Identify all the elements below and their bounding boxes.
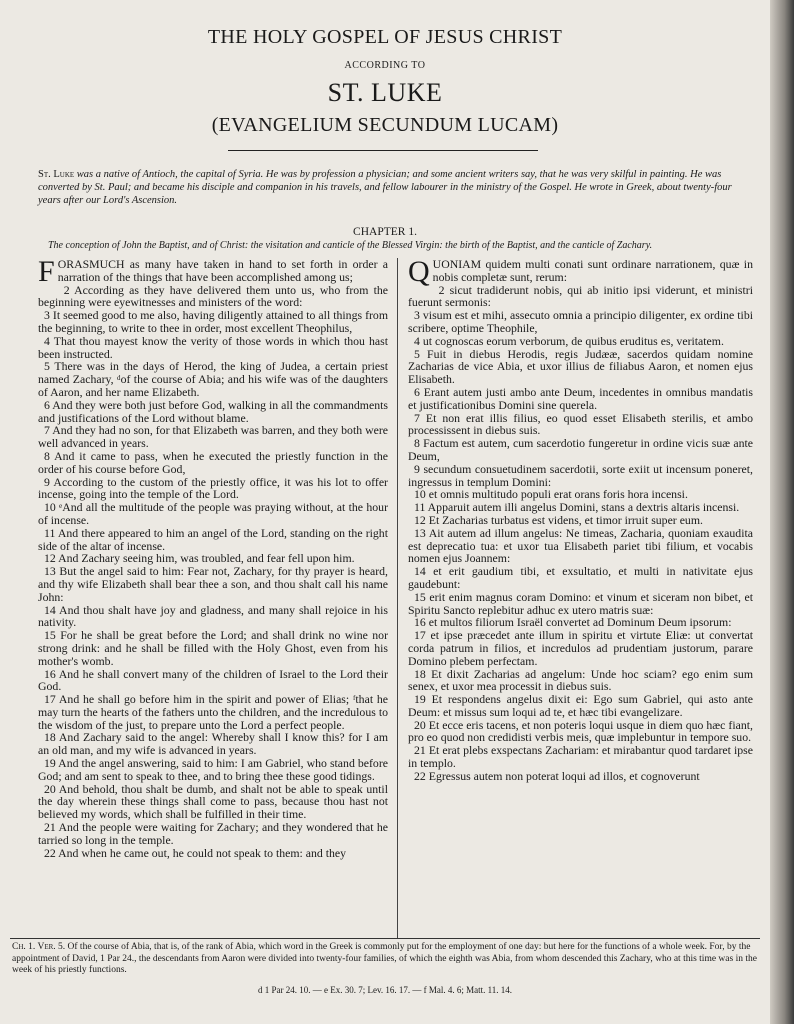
- intro-lead: St. Luke: [38, 169, 75, 180]
- latin-verse: 11 Apparuit autem illi angelus Domini, stans a dextris altaris incensi.: [414, 500, 740, 515]
- latin-verse: 6 Erant autem justi ambo ante Deum, incedentes in omnibus mandatis et justificationibus Domini sine querela.: [408, 384, 753, 412]
- according-to: ACCORDING TO: [344, 60, 426, 71]
- english-verse: 4 That thou mayest know the verity of those words in which thou hast been instructed.: [38, 333, 388, 361]
- english-verse: 3 It seemed good to me also, having diligently attained to all things from the beginning, to write to thee in order, most excellent Theophilus,: [38, 308, 388, 335]
- english-column: [38, 255, 388, 860]
- english-verse: 15 For he shall be great before the Lord; and shall drink no wine nor strong drink: and he shall be filled with the Holy Ghost, even from his mother's womb.: [38, 628, 388, 668]
- english-verse: 9 According to the custom of the priestly office, it was his lot to offer incense, going into the temple of the Lord.: [38, 474, 388, 502]
- latin-verse: 5 Fuit in diebus Herodis, regis Judææ, sacerdos quidam nomine Zacharias de vice Abia, et uxor illius de filiabus Aaron, et nomen ejus Elisabeth.: [408, 346, 753, 387]
- english-verse: 16 And he shall convert many of the children of Israel to the Lord their God.: [38, 666, 388, 694]
- footnote-rule: [10, 938, 760, 939]
- english-verse: 8 And it came to pass, when he executed the priestly function in the order of his course before God,: [38, 448, 388, 476]
- latin-verse: 2 sicut tradiderunt nobis, qui ab initio ipsi viderunt, et ministri fuerunt sermonis:: [408, 282, 753, 310]
- column-divider: [397, 258, 398, 938]
- english-verse: 14 And thou shalt have joy and gladness, and many shall rejoice in his nativity.: [38, 602, 388, 630]
- latin-verse: 10 et omnis multitudo populi erat orans foris hora incensi.: [414, 487, 688, 502]
- latin-verse: 7 Et non erat illis filius, eo quod esset Elisabeth sterilis, et ambo processissent in diebus suis.: [408, 410, 753, 438]
- footnote-text: Of the course of Abia, that is, of the rank of Abia, which word in the Greek is commonly put for the employment of one day: but here for the functions of a whole week. For, by the appointment of David, 1 Par 24., the descendants from Aaron were divided into twenty-four families, of which the eighth was Abia, from whom descended this Zachary, who at this time was in the week of his priestly functions.: [12, 942, 757, 975]
- title-rule: [228, 150, 538, 151]
- english-verse: 11 And there appeared to him an angel of the Lord, standing on the right side of the altar of incense.: [38, 525, 388, 553]
- intro-text: was a native of Antioch, the capital of Syria. He was by profession a physician; and some ancient writers say, that he was very skilful in painting. He was converted by St. Paul; and became his disciple and companion in his travels, and fellow labourer in the ministry of the Gospel. He wrote in Greek, about twenty-four years after our Lord's Ascension.: [38, 169, 732, 206]
- latin-column: [408, 255, 753, 783]
- footnote-label: Ch. 1. Ver. 5.: [12, 942, 66, 952]
- english-verse: 22 And when he came out, he could not speak to them: and they: [44, 845, 347, 860]
- latin-verse: 4 ut cognoscas eorum verborum, de quibus eruditus es, veritatem.: [414, 333, 724, 348]
- latin-verse-1: QUONIAM quidem multi conati sunt ordinare narrationem, quæ in nobis completæ sunt, rerum:: [408, 255, 753, 288]
- latin-verse: 19 Et respondens angelus dixit ei: Ego sum Gabriel, qui asto ante Deum: et missus sum loqui ad te, et hæc tibi evangelizare.: [408, 692, 753, 719]
- english-verse: 13 But the angel said to him: Fear not, Zachary, for thy prayer is heard, and thy wife Elizabeth shall bear thee a son, and thou shalt call his name John:: [38, 564, 388, 604]
- english-dropcap: F: [38, 255, 55, 288]
- english-verse: 12 And Zachary seeing him, was troubled, and fear fell upon him.: [44, 551, 355, 566]
- english-verse: 20 And behold, thou shalt be dumb, and shalt not be able to speak until the day wherein these things shall come to pass, because thou hast not believed my words, which shall be fulfilled in their time.: [38, 781, 388, 822]
- latin-verse: 9 secundum consuetudinem sacerdotii, sorte exiit ut incensum poneret, ingressus in templum Domini:: [408, 461, 753, 489]
- latin-verse: 22 Egressus autem non poterat loqui ad illos, et cognoverunt: [414, 768, 700, 783]
- english-verse-1: FORASMUCH as many have taken in hand to set forth in order a narration of the things that have been accomplished among us;: [38, 255, 388, 288]
- english-verse: 21 And the people were waiting for Zachary; and they wondered that he tarried so long in the temple.: [38, 820, 388, 847]
- latin-verse: 20 Et ecce eris tacens, et non poteris loqui usque in diem quo hæc fiant, pro eo quod non credidisti verbis meis, quæ implebuntur in tempore suo.: [408, 717, 753, 745]
- latin-verse: 12 Et Zacharias turbatus est videns, et timor irruit super eum.: [414, 512, 703, 527]
- latin-verses: [408, 284, 753, 783]
- english-verse: 7 And they had no son, for that Elizabeth was barren, and they both were well advanced in years.: [38, 423, 388, 451]
- english-verse: 2 According as they have delivered them unto us, who from the beginning were eyewitnesses and ministers of the word:: [38, 282, 388, 310]
- footnote: [12, 942, 760, 977]
- english-verse: 10 ᵉAnd all the multitude of the people was praying without, at the hour of incense.: [38, 500, 388, 527]
- english-verse: 17 And he shall go before him in the spirit and power of Elias; ᶠthat he may turn the hearts of the fathers unto the children, and the incredulous to the wisdom of the just, to prepare unto the Lord a perfect people.: [38, 692, 388, 732]
- latin-verse: 17 et ipse præcedet ante illum in spiritu et virtute Eliæ: ut convertat corda patrum in filios, et incredulos ad prudentiam justorum, parare Domino plebem perfectam.: [408, 628, 753, 668]
- latin-verse: 14 et erit gaudium tibi, et exsultatio, et multi in nativitate ejus gaudebunt:: [408, 564, 753, 591]
- english-verse: 6 And they were both just before God, walking in all the commandments and justifications of the Lord without blame.: [38, 397, 388, 425]
- cross-references: d 1 Par 24. 10. — e Ex. 30. 7; Lev. 16. 17. — f Mal. 4. 6; Matt. 11. 14.: [257, 985, 513, 995]
- book-introduction: [38, 168, 750, 207]
- latin-verse: 16 et multos filiorum Israël convertet ad Dominum Deum ipsorum:: [414, 615, 732, 630]
- chapter-heading: CHAPTER 1.: [353, 226, 417, 238]
- latin-verse: 13 Ait autem ad illum angelus: Ne timeas, Zacharia, quoniam exaudita est deprecatio tua: et uxor tua Elisabeth pariet tibi filium, et vocabis nomen ejus Joannem:: [408, 525, 753, 566]
- latin-verse: 18 Et dixit Zacharias ad angelum: Unde hoc sciam? ego enim sum senex, et uxor mea processit in diebus suis.: [408, 666, 753, 694]
- english-verse: 18 And Zachary said to the angel: Whereby shall I know this? for I am an old man, and my wife is advanced in years.: [38, 730, 388, 758]
- book-title: ST. LUKE: [327, 78, 443, 107]
- latin-dropcap: Q: [408, 255, 430, 288]
- chapter-summary: The conception of John the Baptist, and of Christ: the visitation and canticle of the Blessed Virgin: the birth of the Baptist, and the canticle of Zachary.: [48, 240, 653, 251]
- latin-verse: 3 visum est et mihi, assecuto omnia a principio diligenter, ex ordine tibi scribere, optime Theophile,: [408, 308, 753, 335]
- latin-verse: 8 Factum est autem, cum sacerdotio fungeretur in ordine vicis suæ ante Deum,: [408, 436, 753, 463]
- latin-title: (EVANGELIUM SECUNDUM LUCAM): [211, 114, 559, 136]
- gospel-title: THE HOLY GOSPEL OF JESUS CHRIST: [207, 26, 563, 48]
- latin-verse: 21 Et erat plebs exspectans Zachariam: et mirabantur quod tardaret ipse in templo.: [408, 743, 753, 771]
- english-verses: [38, 284, 388, 860]
- page-edge: [770, 0, 794, 1024]
- english-verse: 19 And the angel answering, said to him: I am Gabriel, who stand before God; and am sent to speak to thee, and to bring thee these good tidings.: [38, 756, 388, 783]
- english-verse: 5 There was in the days of Herod, the king of Judea, a certain priest named Zachary, ᵈof the course of Abia; and his wife was of the daughters of Aaron, and her name Elizabeth.: [38, 359, 388, 399]
- latin-verse: 15 erit enim magnus coram Domino: et vinum et siceram non bibet, et Spiritu Sancto replebitur adhuc ex utero matris suæ:: [408, 589, 753, 617]
